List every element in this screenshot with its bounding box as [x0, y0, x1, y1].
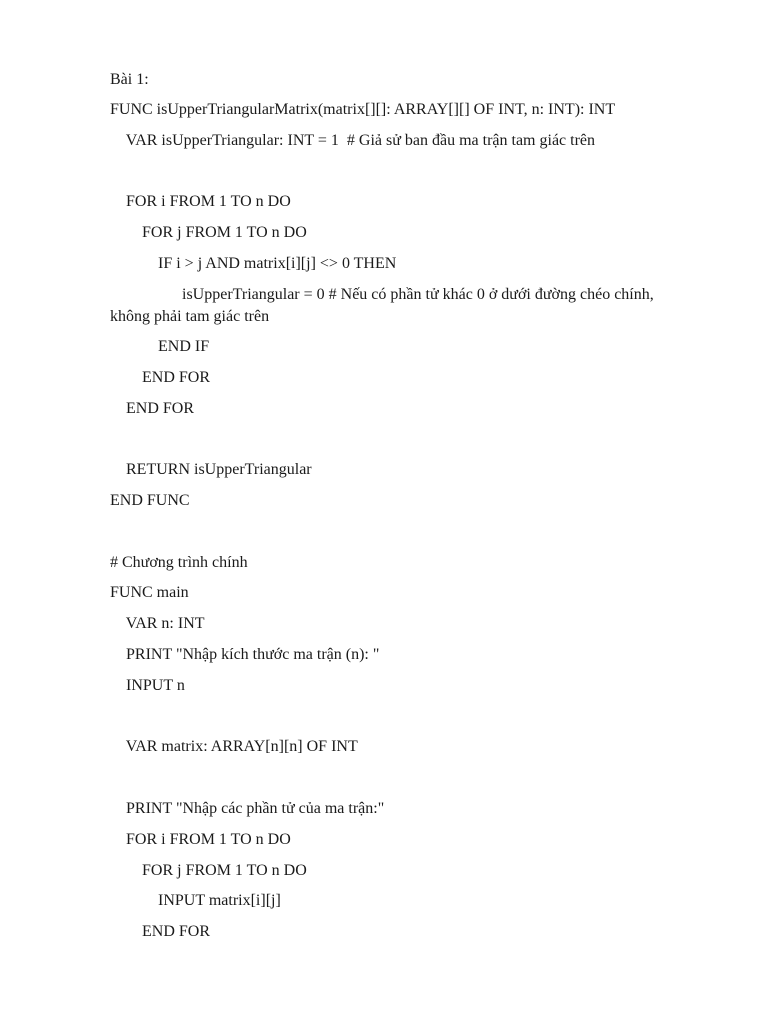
- code-line: END FUNC: [110, 492, 190, 509]
- exercise-heading: Bài 1:: [110, 71, 149, 88]
- comment-line: # Chương trình chính: [110, 554, 248, 571]
- code-line: END FOR: [110, 923, 211, 940]
- code-line: FOR j FROM 1 TO n DO: [110, 862, 307, 879]
- code-line: FOR i FROM 1 TO n DO: [110, 831, 291, 848]
- code-line: IF i > j AND matrix[i][j] <> 0 THEN: [110, 255, 397, 272]
- code-line: INPUT n: [110, 677, 185, 694]
- code-line: INPUT matrix[i][j]: [110, 892, 281, 909]
- code-line: VAR matrix: ARRAY[n][n] OF INT: [110, 738, 358, 755]
- code-line: PRINT "Nhập kích thước ma trận (n): ": [110, 646, 380, 663]
- code-line: FUNC isUpperTriangularMatrix(matrix[][]: ARRAY[][] OF INT, n: INT): INT: [110, 101, 616, 118]
- code-line: VAR n: INT: [110, 615, 205, 632]
- code-line-wrapped: isUpperTriangular = 0 # Nếu có phần tử khác 0 ở dưới đường chéo chính, không phải tam giác trên: [110, 286, 654, 325]
- code-line: FOR i FROM 1 TO n DO: [110, 193, 291, 210]
- code-line: FUNC main: [110, 584, 189, 601]
- code-line: VAR isUpperTriangular: INT = 1 # Giả sử ban đầu ma trận tam giác trên: [110, 132, 596, 149]
- code-line: FOR j FROM 1 TO n DO: [110, 224, 307, 241]
- code-line: PRINT "Nhập các phần tử của ma trận:": [110, 800, 385, 817]
- code-line: RETURN isUpperTriangular: [110, 461, 312, 478]
- code-line: END FOR: [110, 369, 211, 386]
- code-line: END IF: [110, 338, 210, 355]
- code-line: END FOR: [110, 400, 195, 417]
